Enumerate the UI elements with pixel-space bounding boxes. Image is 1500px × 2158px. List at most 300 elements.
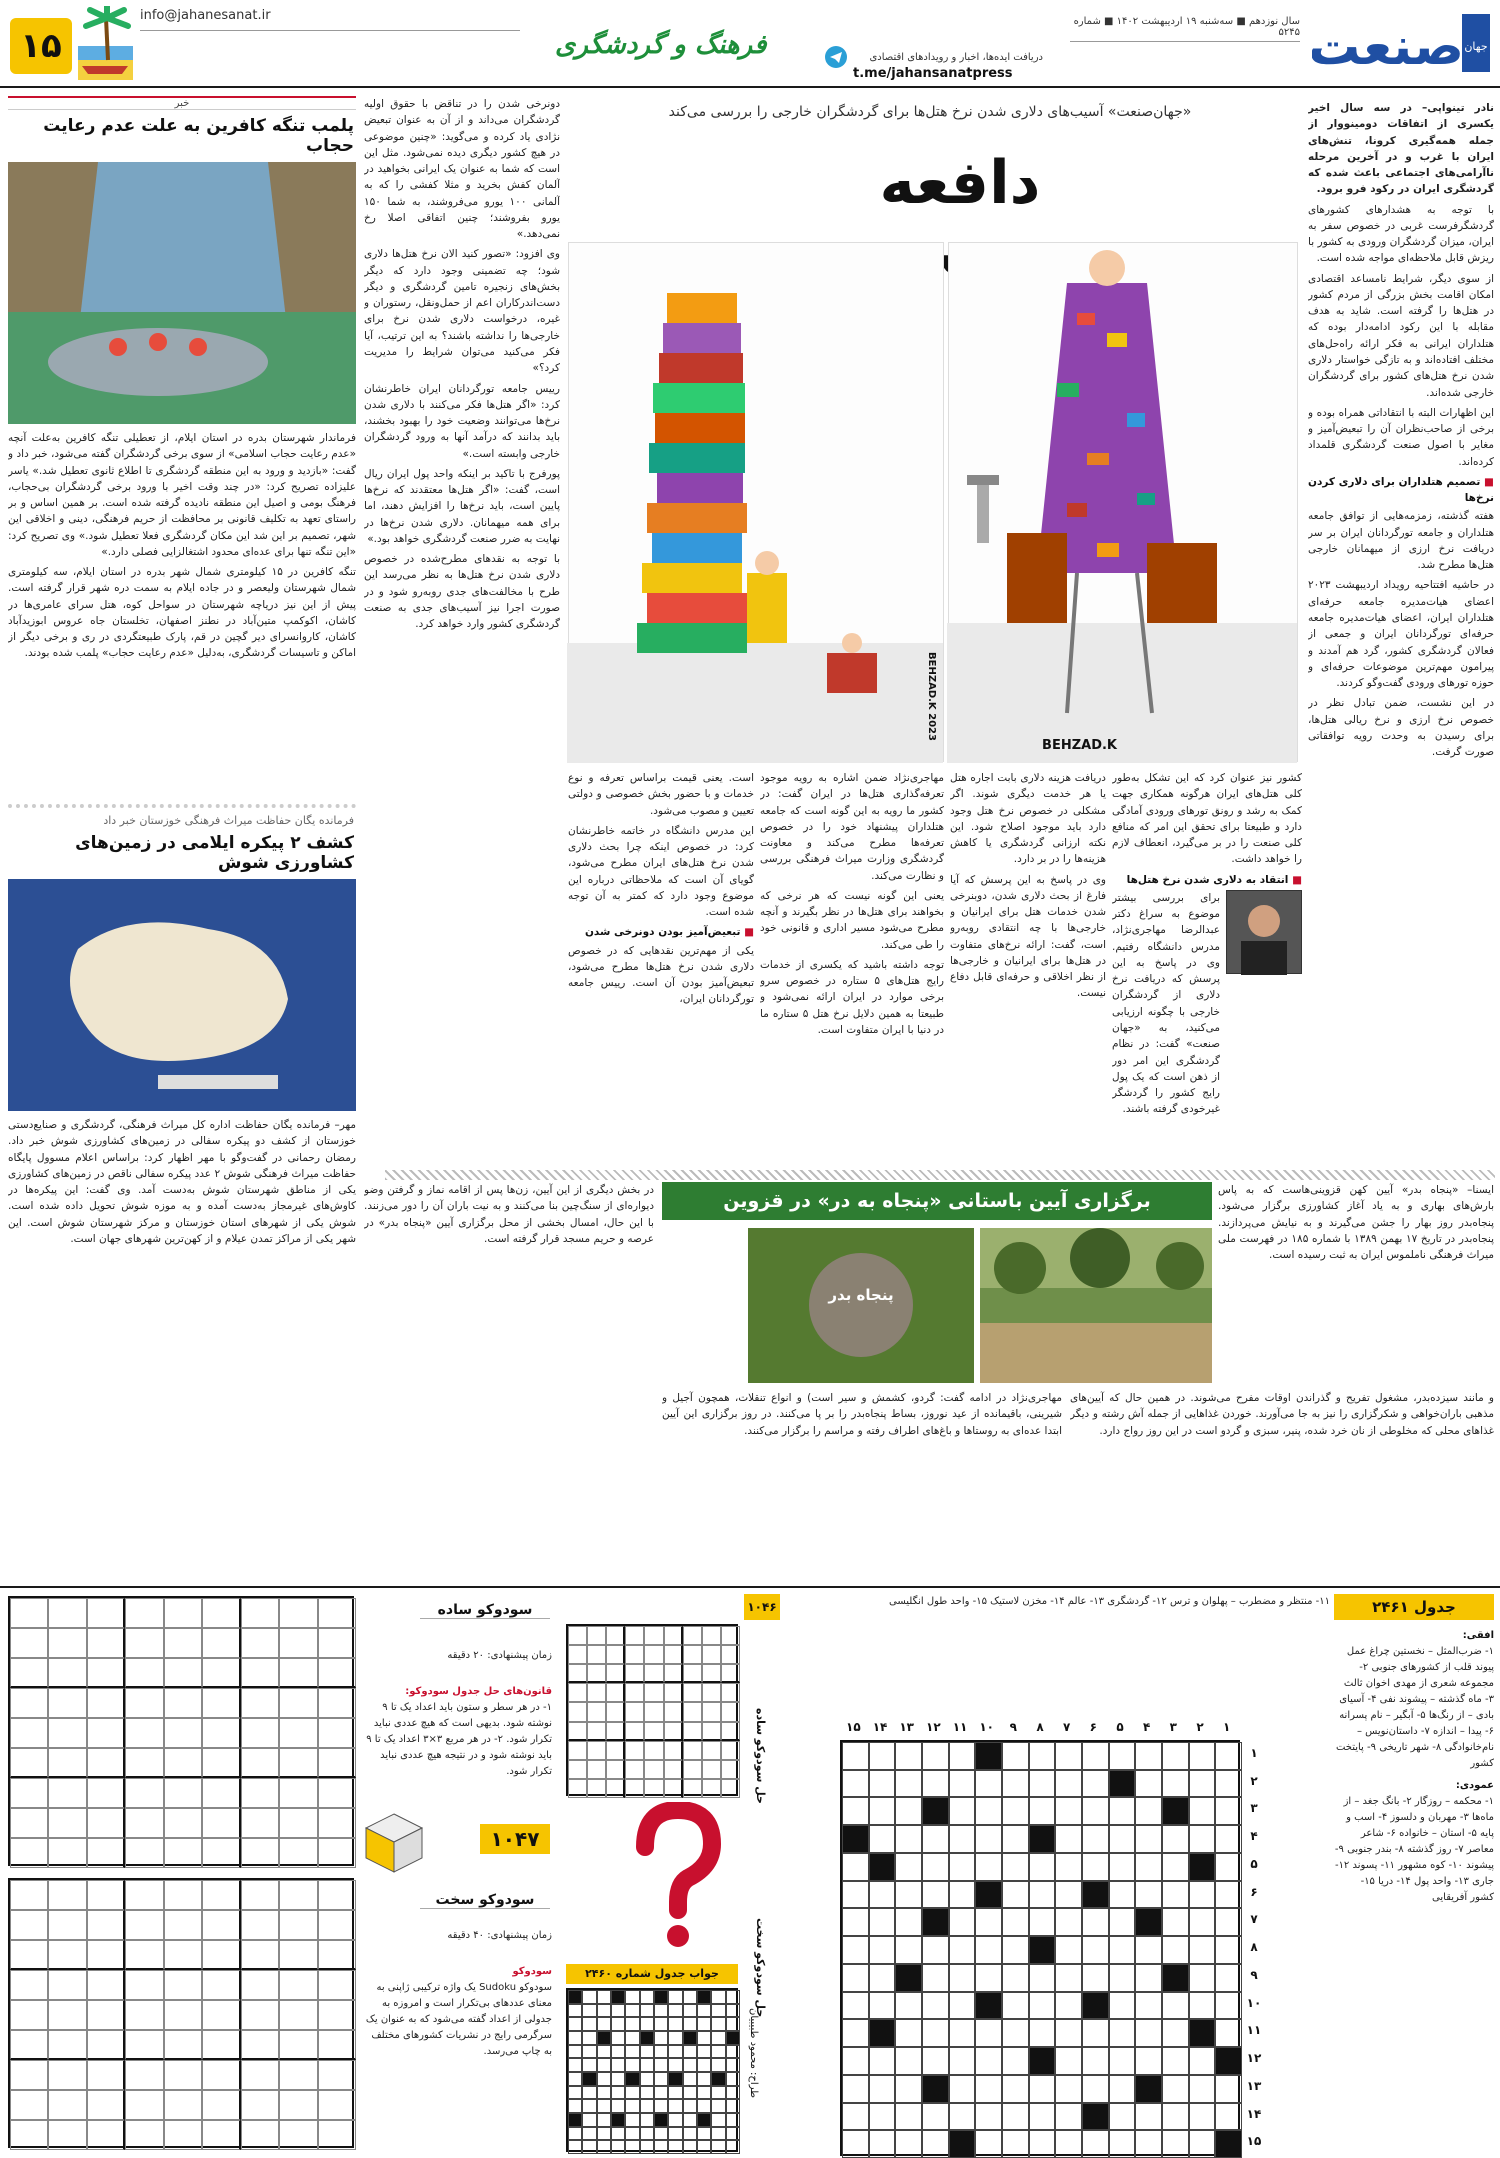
- crossword-cell[interactable]: [1189, 2047, 1216, 2075]
- sudoku-cell[interactable]: [202, 1880, 240, 1910]
- sudoku-cell[interactable]: [279, 2000, 317, 2030]
- sudoku-cell[interactable]: [241, 1940, 279, 1970]
- crossword-cell[interactable]: [842, 1742, 869, 1770]
- crossword-cell[interactable]: [922, 1964, 949, 1992]
- sudoku-cell[interactable]: [164, 1628, 202, 1658]
- sudoku-cell[interactable]: [164, 2060, 202, 2090]
- crossword-cell[interactable]: [1055, 1770, 1082, 1798]
- sudoku-cell[interactable]: [48, 1970, 86, 2000]
- sudoku-cell[interactable]: [10, 1970, 48, 2000]
- sudoku-cell[interactable]: [683, 1779, 702, 1798]
- sudoku-cell[interactable]: [279, 1778, 317, 1808]
- sudoku-cell[interactable]: [202, 1628, 240, 1658]
- crossword-cell[interactable]: [975, 2047, 1002, 2075]
- sudoku-cell[interactable]: [625, 1741, 644, 1760]
- crossword-cell[interactable]: [1055, 1908, 1082, 1936]
- sudoku-cell[interactable]: [164, 1970, 202, 2000]
- sudoku-cell[interactable]: [10, 1718, 48, 1748]
- sudoku-cell[interactable]: [568, 1779, 587, 1798]
- sudoku-cell[interactable]: [721, 1664, 740, 1683]
- sudoku-cell[interactable]: [664, 1741, 683, 1760]
- sudoku-cell[interactable]: [721, 1702, 740, 1721]
- sudoku-cell[interactable]: [318, 1880, 356, 1910]
- sudoku-cell[interactable]: [587, 1702, 606, 1721]
- sudoku-cell[interactable]: [279, 1658, 317, 1688]
- crossword-cell[interactable]: [1109, 1992, 1136, 2020]
- crossword-cell[interactable]: [842, 2075, 869, 2103]
- crossword-cell[interactable]: [1029, 1992, 1056, 2020]
- sudoku-cell[interactable]: [164, 1598, 202, 1628]
- sudoku-cell[interactable]: [318, 2090, 356, 2120]
- crossword-cell[interactable]: [1135, 1881, 1162, 1909]
- crossword-cell[interactable]: [922, 2130, 949, 2158]
- sudoku-cell[interactable]: [87, 1970, 125, 2000]
- sudoku-cell[interactable]: [241, 1748, 279, 1778]
- sudoku-cell[interactable]: [279, 2030, 317, 2060]
- sudoku-cell[interactable]: [10, 2060, 48, 2090]
- sudoku-cell[interactable]: [125, 2120, 163, 2150]
- sudoku-cell[interactable]: [241, 1910, 279, 1940]
- sudoku-cell[interactable]: [241, 1838, 279, 1868]
- crossword-cell[interactable]: [842, 1797, 869, 1825]
- sudoku-cell[interactable]: [568, 1741, 587, 1760]
- crossword-cell[interactable]: [1002, 2130, 1029, 2158]
- sudoku-cell[interactable]: [125, 1778, 163, 1808]
- sudoku-cell[interactable]: [87, 2060, 125, 2090]
- sudoku-cell[interactable]: [241, 2060, 279, 2090]
- crossword-cell[interactable]: [869, 1964, 896, 1992]
- crossword-cell[interactable]: [1215, 1853, 1242, 1881]
- sudoku-cell[interactable]: [164, 1688, 202, 1718]
- sudoku-cell[interactable]: [87, 1838, 125, 1868]
- crossword-cell[interactable]: [949, 2075, 976, 2103]
- sudoku-cell[interactable]: [644, 1779, 663, 1798]
- crossword-cell[interactable]: [1055, 2130, 1082, 2158]
- crossword-cell[interactable]: [1189, 1797, 1216, 1825]
- sudoku-cell[interactable]: [10, 1658, 48, 1688]
- crossword-cell[interactable]: [1189, 1770, 1216, 1798]
- sudoku-cell[interactable]: [48, 1838, 86, 1868]
- sudoku-cell[interactable]: [279, 2120, 317, 2150]
- crossword-cell[interactable]: [842, 2047, 869, 2075]
- crossword-cell[interactable]: [1082, 1770, 1109, 1798]
- crossword-cell[interactable]: [1082, 1964, 1109, 1992]
- sudoku-cell[interactable]: [279, 1628, 317, 1658]
- sudoku-cell[interactable]: [279, 1880, 317, 1910]
- crossword-cell[interactable]: [1082, 2047, 1109, 2075]
- crossword-cell[interactable]: [842, 1936, 869, 1964]
- crossword-cell[interactable]: [975, 2130, 1002, 2158]
- crossword-cell[interactable]: [949, 1770, 976, 1798]
- crossword-cell[interactable]: [1162, 1825, 1189, 1853]
- sudoku-cell[interactable]: [164, 2090, 202, 2120]
- crossword-cell[interactable]: [1082, 1742, 1109, 1770]
- crossword-cell[interactable]: [1109, 2103, 1136, 2131]
- sudoku-cell[interactable]: [721, 1722, 740, 1741]
- crossword-cell[interactable]: [1002, 1992, 1029, 2020]
- crossword-cell[interactable]: [895, 1797, 922, 1825]
- sudoku-cell[interactable]: [279, 1748, 317, 1778]
- crossword-cell[interactable]: [1215, 1908, 1242, 1936]
- sudoku-cell[interactable]: [644, 1664, 663, 1683]
- crossword-cell[interactable]: [1189, 1936, 1216, 1964]
- sudoku-cell[interactable]: [721, 1760, 740, 1779]
- crossword-cell[interactable]: [1215, 1797, 1242, 1825]
- crossword-cell[interactable]: [842, 1770, 869, 1798]
- sudoku-cell[interactable]: [202, 1688, 240, 1718]
- crossword-cell[interactable]: [1002, 1908, 1029, 1936]
- crossword-cell[interactable]: [975, 2019, 1002, 2047]
- sudoku-cell[interactable]: [606, 1702, 625, 1721]
- sudoku-cell[interactable]: [318, 2060, 356, 2090]
- sudoku-cell[interactable]: [125, 1940, 163, 1970]
- sudoku-cell[interactable]: [702, 1645, 721, 1664]
- sudoku-cell[interactable]: [606, 1626, 625, 1645]
- crossword-cell[interactable]: [922, 1936, 949, 1964]
- sudoku-cell[interactable]: [664, 1702, 683, 1721]
- sudoku-cell[interactable]: [664, 1760, 683, 1779]
- sudoku-cell[interactable]: [702, 1683, 721, 1702]
- crossword-cell[interactable]: [1082, 1797, 1109, 1825]
- sudoku-cell[interactable]: [48, 1628, 86, 1658]
- sudoku-cell[interactable]: [318, 1940, 356, 1970]
- sudoku-cell[interactable]: [202, 2060, 240, 2090]
- sudoku-cell[interactable]: [48, 1778, 86, 1808]
- crossword-cell[interactable]: [1162, 2103, 1189, 2131]
- sudoku-cell[interactable]: [87, 1910, 125, 1940]
- crossword-cell[interactable]: [1109, 2130, 1136, 2158]
- sudoku-cell[interactable]: [125, 2090, 163, 2120]
- sudoku-cell[interactable]: [279, 1808, 317, 1838]
- crossword-cell[interactable]: [895, 1770, 922, 1798]
- crossword-cell[interactable]: [1029, 2130, 1056, 2158]
- crossword-cell[interactable]: [922, 1992, 949, 2020]
- crossword-cell[interactable]: [1002, 1825, 1029, 1853]
- crossword-cell[interactable]: [869, 1992, 896, 2020]
- crossword-cell[interactable]: [869, 1742, 896, 1770]
- sudoku-cell[interactable]: [164, 1748, 202, 1778]
- crossword-cell[interactable]: [1109, 1964, 1136, 1992]
- sudoku-cell[interactable]: [568, 1760, 587, 1779]
- crossword-cell[interactable]: [1055, 1881, 1082, 1909]
- crossword-cell[interactable]: [1162, 1881, 1189, 1909]
- sudoku-cell[interactable]: [164, 1838, 202, 1868]
- crossword-cell[interactable]: [1029, 1853, 1056, 1881]
- crossword-cell[interactable]: [1029, 2075, 1056, 2103]
- crossword-cell[interactable]: [1055, 1742, 1082, 1770]
- crossword-cell[interactable]: [1082, 2019, 1109, 2047]
- sudoku-cell[interactable]: [664, 1626, 683, 1645]
- crossword-cell[interactable]: [895, 2130, 922, 2158]
- crossword-cell[interactable]: [1215, 2103, 1242, 2131]
- crossword-cell[interactable]: [1135, 1853, 1162, 1881]
- sudoku-cell[interactable]: [87, 2000, 125, 2030]
- sudoku-cell[interactable]: [241, 1778, 279, 1808]
- crossword-cell[interactable]: [922, 2019, 949, 2047]
- sudoku-cell[interactable]: [125, 1748, 163, 1778]
- sudoku-cell[interactable]: [644, 1722, 663, 1741]
- crossword-cell[interactable]: [1135, 1825, 1162, 1853]
- crossword-cell[interactable]: [1109, 1797, 1136, 1825]
- sudoku-cell[interactable]: [318, 1748, 356, 1778]
- crossword-cell[interactable]: [949, 2047, 976, 2075]
- sudoku-cell[interactable]: [318, 1598, 356, 1628]
- crossword-cell[interactable]: [1135, 1964, 1162, 1992]
- crossword-cell[interactable]: [842, 1908, 869, 1936]
- sudoku-cell[interactable]: [125, 1880, 163, 1910]
- sudoku-cell[interactable]: [164, 1808, 202, 1838]
- sudoku-cell[interactable]: [125, 2060, 163, 2090]
- crossword-cell[interactable]: [1162, 1992, 1189, 2020]
- sudoku-cell[interactable]: [202, 2000, 240, 2030]
- crossword-cell[interactable]: [1109, 2075, 1136, 2103]
- crossword-cell[interactable]: [1029, 1770, 1056, 1798]
- sudoku-cell[interactable]: [241, 1598, 279, 1628]
- crossword-cell[interactable]: [1002, 1742, 1029, 1770]
- email-address[interactable]: info@jahanesanat.ir: [140, 8, 271, 23]
- crossword-cell[interactable]: [895, 2075, 922, 2103]
- sudoku-cell[interactable]: [702, 1741, 721, 1760]
- crossword-cell[interactable]: [1002, 1964, 1029, 1992]
- sudoku-cell[interactable]: [241, 1688, 279, 1718]
- crossword-cell[interactable]: [949, 1881, 976, 1909]
- crossword-cell[interactable]: [842, 1853, 869, 1881]
- crossword-cell[interactable]: [1135, 2047, 1162, 2075]
- sudoku-cell[interactable]: [125, 2000, 163, 2030]
- sudoku-cell[interactable]: [279, 1970, 317, 2000]
- sudoku-cell[interactable]: [318, 1838, 356, 1868]
- crossword-cell[interactable]: [842, 2130, 869, 2158]
- sudoku-cell[interactable]: [87, 1688, 125, 1718]
- sudoku-cell[interactable]: [606, 1664, 625, 1683]
- crossword-cell[interactable]: [949, 1964, 976, 1992]
- crossword-cell[interactable]: [869, 1825, 896, 1853]
- sudoku-cell[interactable]: [48, 1808, 86, 1838]
- sudoku-cell[interactable]: [164, 1880, 202, 1910]
- crossword-cell[interactable]: [975, 2103, 1002, 2131]
- sudoku-cell[interactable]: [702, 1702, 721, 1721]
- crossword-cell[interactable]: [1055, 1797, 1082, 1825]
- crossword-cell[interactable]: [1055, 1964, 1082, 1992]
- crossword-cell[interactable]: [1215, 1742, 1242, 1770]
- crossword-cell[interactable]: [842, 1992, 869, 2020]
- crossword-cell[interactable]: [1215, 1770, 1242, 1798]
- sudoku-cell[interactable]: [318, 1910, 356, 1940]
- crossword-cell[interactable]: [869, 1770, 896, 1798]
- crossword-cell[interactable]: [949, 1992, 976, 2020]
- sudoku-cell[interactable]: [164, 2120, 202, 2150]
- sudoku-cell[interactable]: [721, 1645, 740, 1664]
- crossword-cell[interactable]: [895, 1881, 922, 1909]
- sudoku-cell[interactable]: [644, 1760, 663, 1779]
- crossword-cell[interactable]: [1002, 1853, 1029, 1881]
- crossword-cell[interactable]: [922, 1770, 949, 1798]
- crossword-cell[interactable]: [1135, 1742, 1162, 1770]
- sudoku-cell[interactable]: [164, 1718, 202, 1748]
- sudoku-cell[interactable]: [702, 1722, 721, 1741]
- crossword-cell[interactable]: [1109, 1908, 1136, 1936]
- sudoku-cell[interactable]: [10, 2000, 48, 2030]
- telegram-icon[interactable]: [825, 46, 847, 68]
- sudoku-cell[interactable]: [10, 1808, 48, 1838]
- crossword-cell[interactable]: [895, 2047, 922, 2075]
- crossword-cell[interactable]: [869, 1936, 896, 1964]
- crossword-cell[interactable]: [1082, 1853, 1109, 1881]
- crossword-cell[interactable]: [1002, 2103, 1029, 2131]
- sudoku-cell[interactable]: [125, 1658, 163, 1688]
- crossword-cell[interactable]: [922, 1881, 949, 1909]
- sudoku-cell[interactable]: [241, 1628, 279, 1658]
- crossword-cell[interactable]: [975, 1964, 1002, 1992]
- crossword-cell[interactable]: [1189, 1742, 1216, 1770]
- sudoku-cell[interactable]: [568, 1722, 587, 1741]
- crossword-cell[interactable]: [1029, 1881, 1056, 1909]
- crossword-cell[interactable]: [1189, 1908, 1216, 1936]
- crossword-cell[interactable]: [869, 2047, 896, 2075]
- sudoku-cell[interactable]: [587, 1664, 606, 1683]
- sudoku-cell[interactable]: [125, 1688, 163, 1718]
- crossword-cell[interactable]: [975, 1908, 1002, 1936]
- sudoku-cell[interactable]: [202, 1808, 240, 1838]
- crossword-cell[interactable]: [1055, 1936, 1082, 1964]
- crossword-cell[interactable]: [895, 1992, 922, 2020]
- sudoku-cell[interactable]: [606, 1722, 625, 1741]
- sudoku-cell[interactable]: [568, 1702, 587, 1721]
- sudoku-cell[interactable]: [48, 1718, 86, 1748]
- crossword-cell[interactable]: [1002, 2047, 1029, 2075]
- sudoku-cell[interactable]: [644, 1645, 663, 1664]
- sudoku-cell[interactable]: [87, 1880, 125, 1910]
- crossword-cell[interactable]: [1189, 1964, 1216, 1992]
- crossword-cell[interactable]: [922, 1742, 949, 1770]
- crossword-cell[interactable]: [1189, 1825, 1216, 1853]
- sudoku-cell[interactable]: [241, 1658, 279, 1688]
- sudoku-cell[interactable]: [241, 2030, 279, 2060]
- sudoku-cell[interactable]: [125, 1628, 163, 1658]
- sudoku-cell[interactable]: [606, 1760, 625, 1779]
- sudoku-cell[interactable]: [10, 1910, 48, 1940]
- crossword-cell[interactable]: [949, 2103, 976, 2131]
- sudoku-cell[interactable]: [318, 2120, 356, 2150]
- crossword-cell[interactable]: [1189, 1881, 1216, 1909]
- crossword-cell[interactable]: [1029, 1797, 1056, 1825]
- sudoku-cell[interactable]: [48, 2120, 86, 2150]
- crossword-cell[interactable]: [949, 1936, 976, 1964]
- crossword-cell[interactable]: [1109, 1742, 1136, 1770]
- sudoku-cell[interactable]: [125, 1598, 163, 1628]
- sudoku-cell[interactable]: [625, 1702, 644, 1721]
- crossword-cell[interactable]: [1215, 2075, 1242, 2103]
- sudoku-cell[interactable]: [48, 2090, 86, 2120]
- sudoku-cell[interactable]: [87, 1658, 125, 1688]
- crossword-cell[interactable]: [1162, 2047, 1189, 2075]
- crossword-cell[interactable]: [1215, 1992, 1242, 2020]
- sudoku-cell[interactable]: [48, 1748, 86, 1778]
- sudoku-cell[interactable]: [87, 1808, 125, 1838]
- sudoku-cell[interactable]: [202, 1658, 240, 1688]
- crossword-cell[interactable]: [895, 1936, 922, 1964]
- sudoku-cell[interactable]: [48, 1598, 86, 1628]
- sudoku-cell[interactable]: [87, 1718, 125, 1748]
- crossword-cell[interactable]: [869, 1797, 896, 1825]
- sudoku-cell[interactable]: [721, 1626, 740, 1645]
- crossword-cell[interactable]: [1135, 2130, 1162, 2158]
- crossword-cell[interactable]: [842, 1964, 869, 1992]
- crossword-cell[interactable]: [1055, 2103, 1082, 2131]
- crossword-cell[interactable]: [1002, 1936, 1029, 1964]
- crossword-cell[interactable]: [1215, 1964, 1242, 1992]
- sudoku-cell[interactable]: [606, 1645, 625, 1664]
- crossword-cell[interactable]: [895, 1742, 922, 1770]
- sudoku-cell[interactable]: [279, 1910, 317, 1940]
- sudoku-cell[interactable]: [202, 2120, 240, 2150]
- sudoku-cell[interactable]: [318, 1970, 356, 2000]
- crossword-cell[interactable]: [1189, 2075, 1216, 2103]
- sudoku-cell[interactable]: [644, 1626, 663, 1645]
- crossword-cell[interactable]: [1002, 1770, 1029, 1798]
- crossword-cell[interactable]: [1109, 1936, 1136, 1964]
- crossword-cell[interactable]: [1055, 2075, 1082, 2103]
- sudoku-cell[interactable]: [10, 2090, 48, 2120]
- crossword-cell[interactable]: [1135, 2019, 1162, 2047]
- sudoku-cell[interactable]: [587, 1645, 606, 1664]
- sudoku-cell[interactable]: [702, 1664, 721, 1683]
- crossword-cell[interactable]: [1082, 1825, 1109, 1853]
- crossword-cell[interactable]: [895, 1853, 922, 1881]
- crossword-cell[interactable]: [1162, 1770, 1189, 1798]
- crossword-cell[interactable]: [1109, 1881, 1136, 1909]
- sudoku-cell[interactable]: [587, 1722, 606, 1741]
- sudoku-cell[interactable]: [587, 1779, 606, 1798]
- crossword-cell[interactable]: [1215, 2019, 1242, 2047]
- crossword-cell[interactable]: [1162, 1908, 1189, 1936]
- crossword-cell[interactable]: [895, 2103, 922, 2131]
- crossword-cell[interactable]: [922, 2047, 949, 2075]
- sudoku-cell[interactable]: [10, 1598, 48, 1628]
- crossword-cell[interactable]: [1109, 1853, 1136, 1881]
- crossword-cell[interactable]: [1055, 1992, 1082, 2020]
- sudoku-cell[interactable]: [202, 1778, 240, 1808]
- sudoku-cell[interactable]: [664, 1645, 683, 1664]
- sudoku-cell[interactable]: [683, 1741, 702, 1760]
- sudoku-cell[interactable]: [318, 1628, 356, 1658]
- sudoku-cell[interactable]: [279, 1598, 317, 1628]
- sudoku-cell[interactable]: [125, 1718, 163, 1748]
- sudoku-cell[interactable]: [318, 2030, 356, 2060]
- crossword-cell[interactable]: [895, 1908, 922, 1936]
- sudoku-cell[interactable]: [10, 1688, 48, 1718]
- sudoku-cell[interactable]: [568, 1664, 587, 1683]
- sudoku-cell[interactable]: [625, 1722, 644, 1741]
- sudoku-cell[interactable]: [664, 1683, 683, 1702]
- crossword-cell[interactable]: [1162, 2130, 1189, 2158]
- sudoku-cell[interactable]: [625, 1664, 644, 1683]
- sudoku-cell[interactable]: [164, 2030, 202, 2060]
- sudoku-cell[interactable]: [664, 1664, 683, 1683]
- sudoku-cell[interactable]: [606, 1683, 625, 1702]
- sudoku-cell[interactable]: [48, 1910, 86, 1940]
- sudoku-cell[interactable]: [625, 1779, 644, 1798]
- sudoku-cell[interactable]: [125, 2030, 163, 2060]
- sudoku-cell[interactable]: [644, 1683, 663, 1702]
- crossword-cell[interactable]: [1189, 1992, 1216, 2020]
- sudoku-cell[interactable]: [48, 1880, 86, 1910]
- crossword-cell[interactable]: [975, 1797, 1002, 1825]
- sudoku-cell[interactable]: [702, 1626, 721, 1645]
- crossword-cell[interactable]: [1082, 2130, 1109, 2158]
- crossword-cell[interactable]: [1135, 1936, 1162, 1964]
- crossword-cell[interactable]: [1109, 2019, 1136, 2047]
